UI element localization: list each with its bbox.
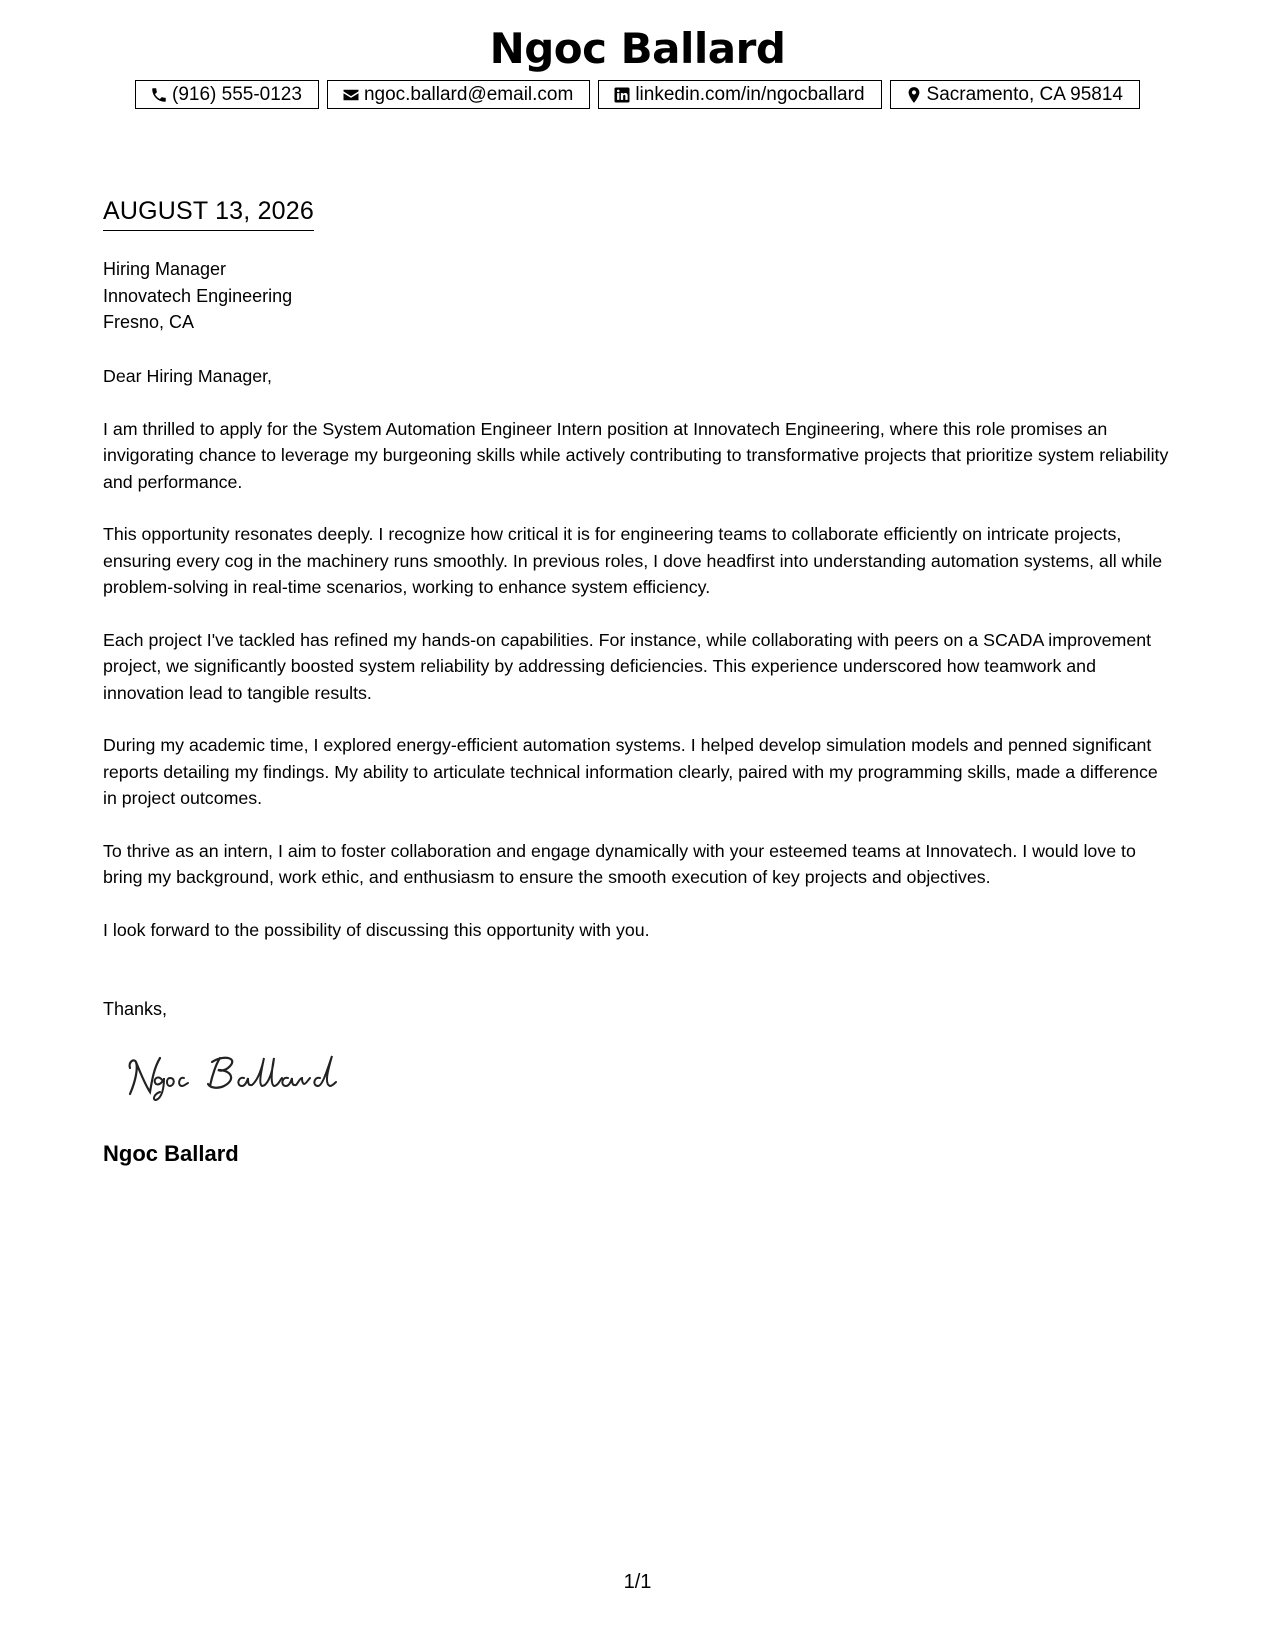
applicant-name: Ngoc Ballard [489,24,786,73]
linkedin-text: linkedin.com/in/ngocballard [635,84,865,105]
body-paragraph: I am thrilled to apply for the System Automation Engineer Intern position at Innovatech Engineering, where this role promises an invigorating chance to leverage my burgeoning skills while actively contributing to transformative projects that prioritize system reliability and performance. [103,418,1169,492]
email-text: ngoc.ballard@email.com [363,84,574,105]
body-paragraph: I look forward to the possibility of discussing this opportunity with you. [103,919,650,940]
location-text: Sacramento, CA 95814 [926,84,1123,105]
phone-icon [150,86,168,104]
body-paragraph: To thrive as an intern, I aim to foster collaboration and engage dynamically with your esteemed teams at Innovatech. I would love to bring my background, work ethic, and enthusiasm to ensure the smooth execution of key projects and objectives. [103,840,1136,887]
closing: Thanks, [103,999,168,1019]
contact-location [890,80,1140,109]
linkedin-icon [613,86,631,104]
recipient-company: Innovatech Engineering [103,285,293,306]
letter-date: AUGUST 13, 2026 [103,196,314,231]
contact-email[interactable] [327,80,590,109]
contact-bar [0,80,1275,109]
body-paragraph: This opportunity resonates deeply. I recognize how critical it is for engineering teams to collaborate efficiently on intricate projects, ensuring every cog in the machinery runs smoothly. In previous roles, I dove headfirst into understanding automation systems, all while problem-solving in real-time scenarios, working to enhance system efficiency. [103,524,1163,597]
recipient-block [103,256,292,336]
recipient-title: Hiring Manager [103,259,227,279]
envelope-icon [342,86,360,104]
handwritten-signature [124,1050,344,1102]
body-paragraph: Each project I've tackled has refined my hands-on capabilities. For instance, while collaborating with peers on a SCADA improvement project, we significantly boosted system reliability by addressing deficiencies. This experience underscored how teamwork and innovation lead to tangible results. [103,629,1152,703]
salutation: Dear Hiring Manager, [103,366,272,386]
recipient-location: Fresno, CA [103,312,195,332]
letter-body [103,363,1175,969]
signed-name: Ngoc Ballard [103,1141,239,1166]
map-pin-icon [905,86,923,104]
contact-phone [135,80,319,109]
page-number: 1/1 [623,1571,652,1593]
phone-text: (916) 555-0123 [172,84,302,105]
body-paragraph: During my academic time, I explored energy-efficient automation systems. I helped develop simulation models and penned significant reports detailing my findings. My ability to articulate technical information clearly, paired with my programming skills, made a difference in project outcomes. [103,735,1158,808]
contact-linkedin[interactable] [598,80,881,109]
